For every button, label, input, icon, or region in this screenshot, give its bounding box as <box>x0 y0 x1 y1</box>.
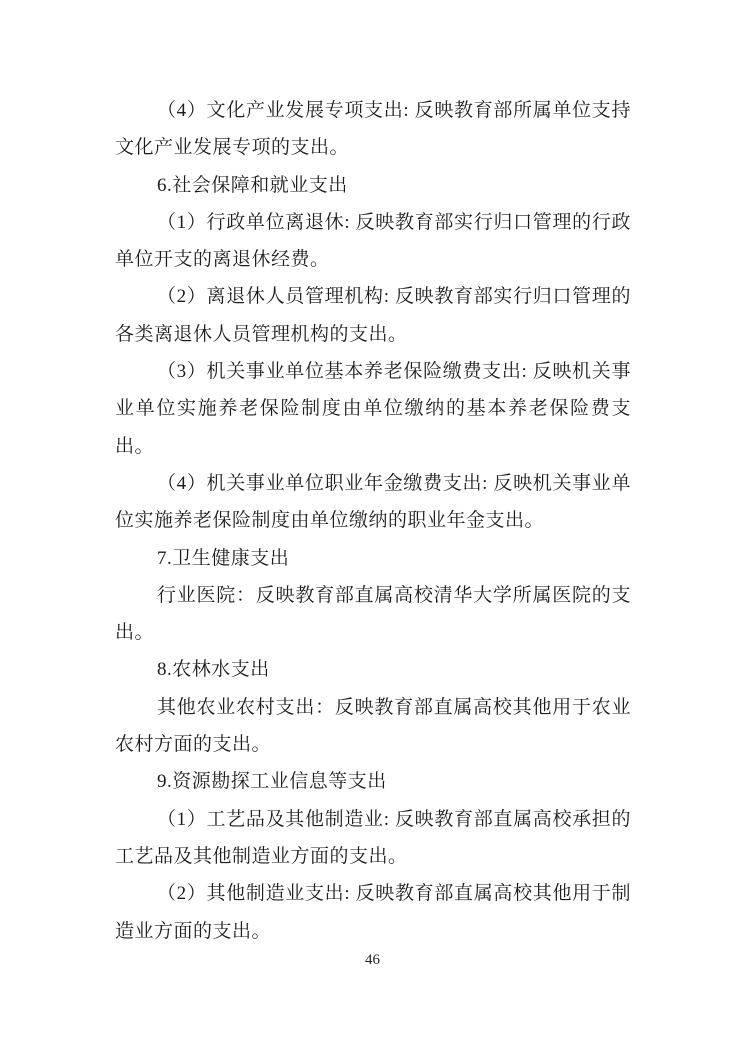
text-line: 造业方面的支出。 <box>115 920 272 942</box>
text-line: 其他农业农村支出：反映教育部直属高校其他用于农业 <box>157 696 631 718</box>
section-heading: 7.卫生健康支出 <box>157 547 290 569</box>
text-content <box>115 92 631 950</box>
text-line: （1）工艺品及其他制造业: 反映教育部直属高校承担的 <box>157 808 631 830</box>
text-line: 行业医院：反映教育部直属高校清华大学所属医院的支 <box>157 584 631 606</box>
text-line: 工艺品及其他制造业方面的支出。 <box>115 845 408 867</box>
text-line: （4）机关事业单位职业年金缴费支出: 反映机关事业单 <box>157 472 631 494</box>
text-line: 农村方面的支出。 <box>115 734 272 756</box>
text-line: （4）文化产业发展专项支出: 反映教育部所属单位支持 <box>157 100 631 121</box>
text-line: 出。 <box>115 622 155 644</box>
text-line: （2）离退休人员管理机构: 反映教育部实行归口管理的 <box>157 286 631 308</box>
section-heading: 6.社会保障和就业支出 <box>157 174 348 196</box>
text-line: 单位开支的离退休经费。 <box>115 249 330 271</box>
text-line: 业单位实施养老保险制度由单位缴纳的基本养老保险费支 <box>115 398 631 420</box>
text-line: （2）其他制造业支出: 反映教育部直属高校其他用于制 <box>157 883 631 905</box>
text-line: 位实施养老保险制度由单位缴纳的职业年金支出。 <box>115 510 545 532</box>
text-line: （3）机关事业单位基本养老保险缴费支出: 反映机关事 <box>157 361 631 383</box>
page-number: 46 <box>365 952 380 968</box>
section-heading: 9.资源勘探工业信息等支出 <box>157 771 387 793</box>
section-heading: 8.农林水支出 <box>157 659 270 681</box>
text-line: 各类离退休人员管理机构的支出。 <box>115 323 408 345</box>
text-line: 文化产业发展专项的支出。 <box>115 137 350 159</box>
text-line: （1）行政单位离退休: 反映教育部实行归口管理的行政 <box>157 211 631 233</box>
text-line: 出。 <box>115 435 155 457</box>
